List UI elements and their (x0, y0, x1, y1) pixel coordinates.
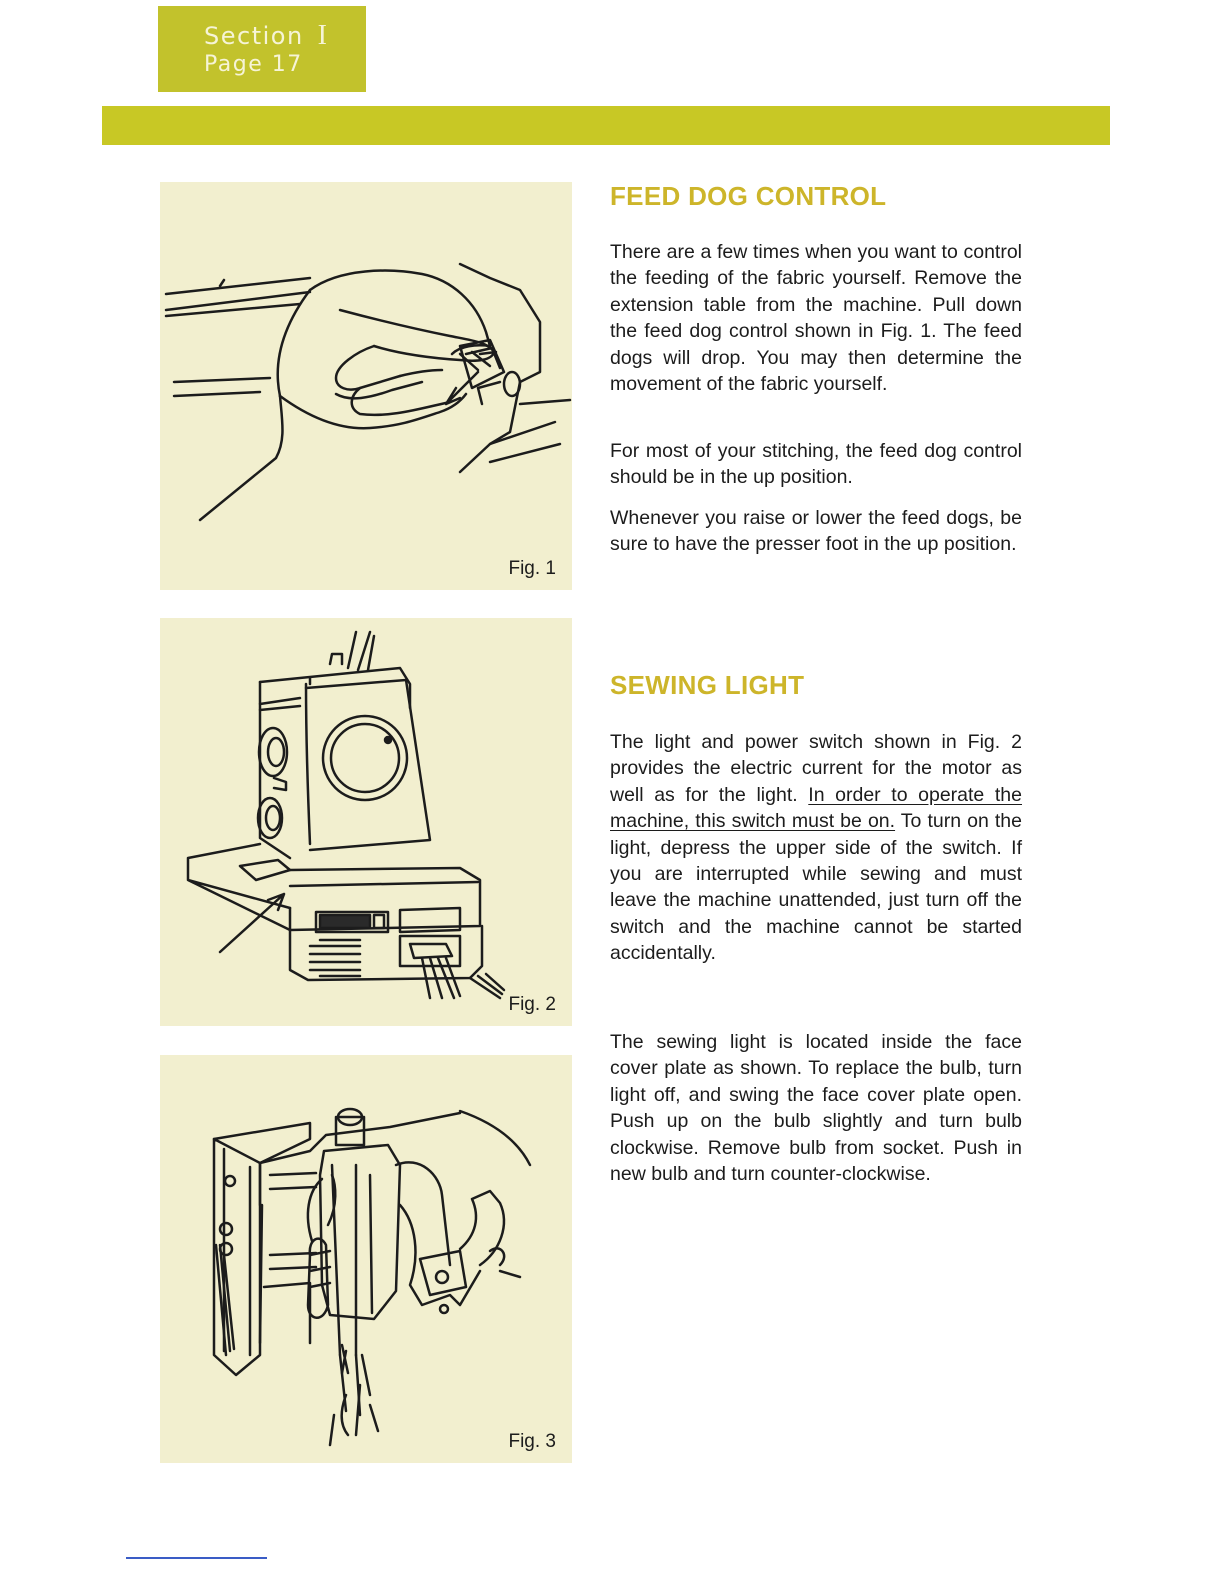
face-cover-plate-illustration (160, 1055, 572, 1463)
sewing-light-paragraph-1-start: The light and power switch shown in Fig. 2 provides the electric current for the motor as well as for the light. (610, 731, 1022, 806)
sewing-light-paragraph-2: The sewing light is located inside the face cover plate as shown. To replace the bulb, turn light off, and swing the face cover plate open. Push up on the bulb slightly and turn bulb clockwise. Remove bulb from socket. Push in new bulb and turn counter-clockwise. (610, 1031, 1022, 1186)
sewing-light-paragraph-1-end: To turn on the light, depress the upper side of the switch. If you are interrupted while sewing and must leave the machine unattended, just turn off the switch and the machine cannot be started accidentally. (610, 810, 1022, 965)
feed-dog-control-illustration (160, 182, 572, 590)
figure-3 (160, 1055, 572, 1463)
feed-dog-paragraph-2: For most of your stitching, the feed dog control should be in the up position. (610, 440, 1022, 489)
footer-rule (126, 1557, 267, 1559)
sewing-light-underlined-note: In order to operate the machine, this switch must be on. (610, 783, 1022, 833)
section-numeral: I (317, 20, 329, 51)
figure-2 (160, 618, 572, 1026)
figure-3-caption: Fig. 3 (508, 1431, 556, 1452)
section-label: Section I (204, 20, 329, 51)
figure-2-caption: Fig. 2 (508, 994, 556, 1015)
section-tab (158, 6, 366, 92)
figure-1-caption: Fig. 1 (508, 558, 556, 579)
page-label: Page 17 (204, 52, 303, 77)
feed-dog-control-heading: FEED DOG CONTROL (610, 181, 887, 211)
sewing-light-heading: SEWING LIGHT (610, 670, 805, 700)
figure-1 (160, 182, 572, 590)
sewing-light-paragraph-1 (610, 729, 1022, 967)
sewing-machine-switch-illustration (160, 618, 572, 1026)
feed-dog-paragraph-3: Whenever you raise or lower the feed dogs, be sure to have the presser foot in the up position. (610, 507, 1022, 556)
header-banner (102, 106, 1110, 145)
feed-dog-paragraph-1: There are a few times when you want to control the feeding of the fabric yourself. Remove the extension table from the machine. Pull down the feed dog control shown in Fig. 1. The feed dogs will drop. You may then determine the movement of the fabric yourself. (610, 241, 1022, 396)
